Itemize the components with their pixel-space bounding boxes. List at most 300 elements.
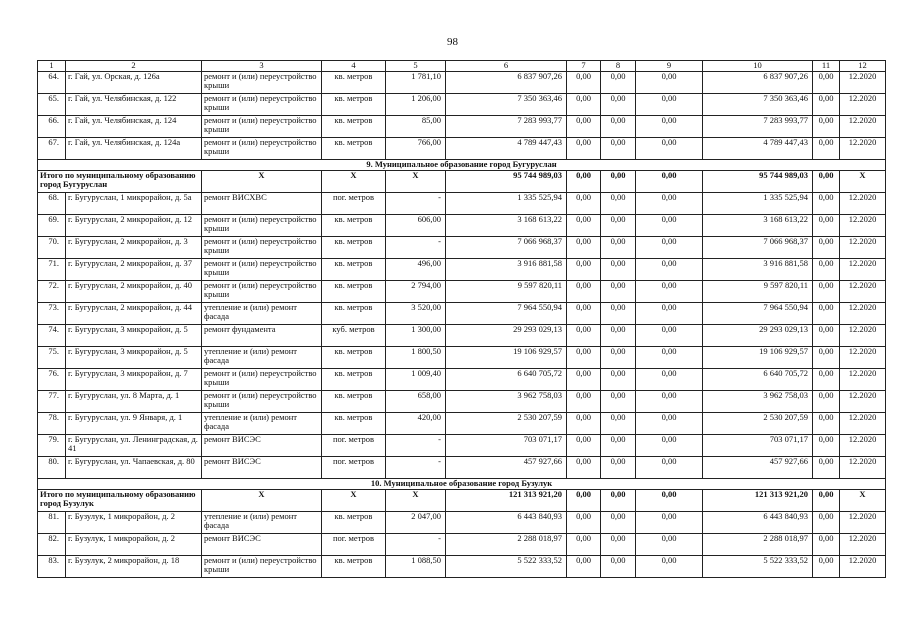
fund-cell: 0,00	[567, 72, 601, 94]
cost-total-cell: 457 927,66	[446, 457, 567, 479]
volume-cell: 2 794,00	[386, 281, 446, 303]
table-row	[38, 512, 886, 534]
work-type-cell: ремонт ВИСЭС	[202, 435, 322, 457]
local-budget-cell: 0,00	[636, 138, 703, 160]
column-number: 3	[202, 61, 322, 72]
owners-funds-cell: 6 837 907,26	[703, 72, 813, 94]
other-funds-cell: 0,00	[813, 215, 840, 237]
fund-cell: 0,00	[567, 116, 601, 138]
deadline-cell: 12.2020	[840, 391, 886, 413]
cost-total-cell: 19 106 929,57	[446, 347, 567, 369]
local-budget-cell: 0,00	[636, 116, 703, 138]
owners-funds-cell: 457 927,66	[703, 457, 813, 479]
other-funds-cell: 0,00	[813, 325, 840, 347]
total-cell: 121 313 921,20	[703, 490, 813, 512]
fund-cell: 0,00	[567, 259, 601, 281]
table-row	[38, 116, 886, 138]
local-budget-cell: 0,00	[636, 534, 703, 556]
budget-cell: 0,00	[601, 281, 636, 303]
total-cell: 0,00	[813, 490, 840, 512]
page-number: 98	[447, 36, 458, 48]
address-cell: г. Бугуруслан, 3 микрорайон, д. 5	[66, 325, 202, 347]
cost-total-cell: 6 837 907,26	[446, 72, 567, 94]
other-funds-cell: 0,00	[813, 534, 840, 556]
unit-cell: кв. метров	[322, 369, 386, 391]
column-number: 5	[386, 61, 446, 72]
owners-funds-cell: 7 066 968,37	[703, 237, 813, 259]
total-cell: 95 744 989,03	[446, 171, 567, 193]
address-cell: г. Бузулук, 2 микрорайон, д. 18	[66, 556, 202, 578]
work-type-cell: ремонт ВИСЭС	[202, 534, 322, 556]
address-cell: г. Бугуруслан, 3 микрорайон, д. 7	[66, 369, 202, 391]
row-number: 76.	[38, 369, 66, 391]
table-row	[38, 215, 886, 237]
work-type-cell: ремонт и (или) переустройство крыши	[202, 237, 322, 259]
column-number: 10	[703, 61, 813, 72]
volume-cell: 2 047,00	[386, 512, 446, 534]
table-row	[38, 138, 886, 160]
owners-funds-cell: 7 350 363,46	[703, 94, 813, 116]
unit-cell: кв. метров	[322, 138, 386, 160]
volume-cell: 1 781,10	[386, 72, 446, 94]
row-number: 67.	[38, 138, 66, 160]
deadline-cell: 12.2020	[840, 94, 886, 116]
owners-funds-cell: 7 283 993,77	[703, 116, 813, 138]
row-number: 81.	[38, 512, 66, 534]
fund-cell: 0,00	[567, 512, 601, 534]
address-cell: г. Бугуруслан, 2 микрорайон, д. 40	[66, 281, 202, 303]
address-cell: г. Гай, ул. Челябинская, д. 124	[66, 116, 202, 138]
owners-funds-cell: 5 522 333,52	[703, 556, 813, 578]
fund-cell: 0,00	[567, 303, 601, 325]
other-funds-cell: 0,00	[813, 193, 840, 215]
local-budget-cell: 0,00	[636, 369, 703, 391]
cost-total-cell: 4 789 447,43	[446, 138, 567, 160]
budget-cell: 0,00	[601, 347, 636, 369]
unit-cell: куб. метров	[322, 325, 386, 347]
local-budget-cell: 0,00	[636, 556, 703, 578]
cost-total-cell: 9 597 820,11	[446, 281, 567, 303]
volume-cell: 1 009,40	[386, 369, 446, 391]
row-number: 72.	[38, 281, 66, 303]
column-number-row	[38, 61, 886, 72]
budget-cell: 0,00	[601, 237, 636, 259]
deadline-cell: 12.2020	[840, 193, 886, 215]
work-type-cell: ремонт ВИСЭС	[202, 457, 322, 479]
unit-cell: кв. метров	[322, 347, 386, 369]
total-row	[38, 171, 886, 193]
address-cell: г. Бугуруслан, ул. Ленинградская, д. 41	[66, 435, 202, 457]
local-budget-cell: 0,00	[636, 512, 703, 534]
volume-cell: -	[386, 457, 446, 479]
work-type-cell: ремонт и (или) переустройство крыши	[202, 215, 322, 237]
volume-cell: 658,00	[386, 391, 446, 413]
unit-cell: кв. метров	[322, 259, 386, 281]
unit-cell: кв. метров	[322, 281, 386, 303]
row-number: 65.	[38, 94, 66, 116]
volume-cell: 766,00	[386, 138, 446, 160]
column-number: 6	[446, 61, 567, 72]
budget-cell: 0,00	[601, 534, 636, 556]
fund-cell: 0,00	[567, 435, 601, 457]
volume-cell: -	[386, 534, 446, 556]
local-budget-cell: 0,00	[636, 303, 703, 325]
work-type-cell: ремонт и (или) переустройство крыши	[202, 369, 322, 391]
deadline-cell: 12.2020	[840, 215, 886, 237]
unit-cell: кв. метров	[322, 237, 386, 259]
cost-total-cell: 5 522 333,52	[446, 556, 567, 578]
deadline-cell: 12.2020	[840, 512, 886, 534]
other-funds-cell: 0,00	[813, 259, 840, 281]
address-cell: г. Гай, ул. Орская, д. 126а	[66, 72, 202, 94]
unit-cell: кв. метров	[322, 215, 386, 237]
table-row	[38, 435, 886, 457]
local-budget-cell: 0,00	[636, 94, 703, 116]
fund-cell: 0,00	[567, 237, 601, 259]
address-cell: г. Бугуруслан, 3 микрорайон, д. 5	[66, 347, 202, 369]
owners-funds-cell: 9 597 820,11	[703, 281, 813, 303]
deadline-cell: 12.2020	[840, 138, 886, 160]
local-budget-cell: 0,00	[636, 413, 703, 435]
unit-cell: кв. метров	[322, 556, 386, 578]
other-funds-cell: 0,00	[813, 369, 840, 391]
fund-cell: 0,00	[567, 281, 601, 303]
section-title: 10. Муниципальное образование город Бузулук	[38, 479, 886, 490]
deadline-cell: 12.2020	[840, 325, 886, 347]
deadline-cell: 12.2020	[840, 435, 886, 457]
other-funds-cell: 0,00	[813, 435, 840, 457]
row-number: 77.	[38, 391, 66, 413]
total-cell: 0,00	[567, 490, 601, 512]
other-funds-cell: 0,00	[813, 347, 840, 369]
deadline-cell: 12.2020	[840, 347, 886, 369]
local-budget-cell: 0,00	[636, 259, 703, 281]
fund-cell: 0,00	[567, 94, 601, 116]
column-number: 1	[38, 61, 66, 72]
other-funds-cell: 0,00	[813, 512, 840, 534]
work-type-cell: утепление и (или) ремонт фасада	[202, 303, 322, 325]
total-cell: X	[202, 171, 322, 193]
work-type-cell: ремонт и (или) переустройство крыши	[202, 391, 322, 413]
cost-total-cell: 29 293 029,13	[446, 325, 567, 347]
fund-cell: 0,00	[567, 193, 601, 215]
total-cell: 0,00	[813, 171, 840, 193]
deadline-cell: 12.2020	[840, 556, 886, 578]
row-number: 80.	[38, 457, 66, 479]
total-cell: 121 313 921,20	[446, 490, 567, 512]
fund-cell: 0,00	[567, 138, 601, 160]
volume-cell: 85,00	[386, 116, 446, 138]
section-title: 9. Муниципальное образование город Бугуруслан	[38, 160, 886, 171]
address-cell: г. Бугуруслан, 2 микрорайон, д. 12	[66, 215, 202, 237]
fund-cell: 0,00	[567, 413, 601, 435]
cost-total-cell: 7 964 550,94	[446, 303, 567, 325]
deadline-cell: 12.2020	[840, 72, 886, 94]
address-cell: г. Бугуруслан, ул. 8 Марта, д. 1	[66, 391, 202, 413]
budget-cell: 0,00	[601, 193, 636, 215]
other-funds-cell: 0,00	[813, 138, 840, 160]
owners-funds-cell: 6 443 840,93	[703, 512, 813, 534]
total-cell: X	[840, 490, 886, 512]
other-funds-cell: 0,00	[813, 237, 840, 259]
table-row	[38, 325, 886, 347]
total-cell: 95 744 989,03	[703, 171, 813, 193]
owners-funds-cell: 3 916 881,58	[703, 259, 813, 281]
cost-total-cell: 7 283 993,77	[446, 116, 567, 138]
budget-cell: 0,00	[601, 72, 636, 94]
column-number: 4	[322, 61, 386, 72]
total-cell: X	[386, 171, 446, 193]
work-type-cell: ремонт и (или) переустройство крыши	[202, 72, 322, 94]
fund-cell: 0,00	[567, 215, 601, 237]
row-number: 73.	[38, 303, 66, 325]
local-budget-cell: 0,00	[636, 193, 703, 215]
total-cell: X	[322, 171, 386, 193]
column-number: 11	[813, 61, 840, 72]
total-cell: X	[322, 490, 386, 512]
row-number: 64.	[38, 72, 66, 94]
work-type-cell: ремонт фундамента	[202, 325, 322, 347]
address-cell: г. Бузулук, 1 микрорайон, д. 2	[66, 534, 202, 556]
budget-cell: 0,00	[601, 391, 636, 413]
work-type-cell: утепление и (или) ремонт фасада	[202, 347, 322, 369]
owners-funds-cell: 2 288 018,97	[703, 534, 813, 556]
total-cell: 0,00	[601, 171, 636, 193]
volume-cell: 1 206,00	[386, 94, 446, 116]
total-cell: 0,00	[636, 490, 703, 512]
local-budget-cell: 0,00	[636, 215, 703, 237]
table-row	[38, 237, 886, 259]
table-row	[38, 281, 886, 303]
other-funds-cell: 0,00	[813, 116, 840, 138]
total-cell: X	[386, 490, 446, 512]
other-funds-cell: 0,00	[813, 281, 840, 303]
unit-cell: кв. метров	[322, 116, 386, 138]
volume-cell: 1 088,50	[386, 556, 446, 578]
owners-funds-cell: 29 293 029,13	[703, 325, 813, 347]
owners-funds-cell: 4 789 447,43	[703, 138, 813, 160]
table-row	[38, 369, 886, 391]
row-number: 79.	[38, 435, 66, 457]
row-number: 70.	[38, 237, 66, 259]
section-header-row	[38, 479, 886, 490]
work-type-cell: ремонт и (или) переустройство крыши	[202, 556, 322, 578]
volume-cell: -	[386, 237, 446, 259]
row-number: 69.	[38, 215, 66, 237]
budget-cell: 0,00	[601, 215, 636, 237]
owners-funds-cell: 19 106 929,57	[703, 347, 813, 369]
unit-cell: кв. метров	[322, 391, 386, 413]
local-budget-cell: 0,00	[636, 391, 703, 413]
cost-total-cell: 2 530 207,59	[446, 413, 567, 435]
unit-cell: кв. метров	[322, 512, 386, 534]
budget-cell: 0,00	[601, 94, 636, 116]
work-type-cell: ремонт и (или) переустройство крыши	[202, 94, 322, 116]
owners-funds-cell: 2 530 207,59	[703, 413, 813, 435]
cost-total-cell: 1 335 525,94	[446, 193, 567, 215]
volume-cell: -	[386, 435, 446, 457]
row-number: 71.	[38, 259, 66, 281]
total-cell: X	[840, 171, 886, 193]
address-cell: г. Бугуруслан, 2 микрорайон, д. 3	[66, 237, 202, 259]
deadline-cell: 12.2020	[840, 413, 886, 435]
deadline-cell: 12.2020	[840, 369, 886, 391]
table-row	[38, 193, 886, 215]
cost-total-cell: 2 288 018,97	[446, 534, 567, 556]
unit-cell: кв. метров	[322, 303, 386, 325]
volume-cell: 496,00	[386, 259, 446, 281]
other-funds-cell: 0,00	[813, 457, 840, 479]
deadline-cell: 12.2020	[840, 281, 886, 303]
column-number: 9	[636, 61, 703, 72]
fund-cell: 0,00	[567, 556, 601, 578]
volume-cell: 606,00	[386, 215, 446, 237]
deadline-cell: 12.2020	[840, 116, 886, 138]
row-number: 74.	[38, 325, 66, 347]
table-row	[38, 457, 886, 479]
owners-funds-cell: 703 071,17	[703, 435, 813, 457]
address-cell: г. Бугуруслан, 2 микрорайон, д. 44	[66, 303, 202, 325]
address-cell: г. Бугуруслан, ул. Чапаевская, д. 80	[66, 457, 202, 479]
work-type-cell: утепление и (или) ремонт фасада	[202, 413, 322, 435]
budget-cell: 0,00	[601, 116, 636, 138]
total-cell: 0,00	[601, 490, 636, 512]
owners-funds-cell: 6 640 705,72	[703, 369, 813, 391]
column-number: 8	[601, 61, 636, 72]
total-label: Итого по муниципальному образованию город Бузулук	[38, 490, 202, 512]
budget-cell: 0,00	[601, 556, 636, 578]
cost-total-cell: 6 640 705,72	[446, 369, 567, 391]
volume-cell: 420,00	[386, 413, 446, 435]
address-cell: г. Бугуруслан, 1 микрорайон, д. 5а	[66, 193, 202, 215]
cost-total-cell: 7 350 363,46	[446, 94, 567, 116]
total-label: Итого по муниципальному образованию город Бугуруслан	[38, 171, 202, 193]
work-type-cell: ремонт и (или) переустройство крыши	[202, 116, 322, 138]
cost-total-cell: 6 443 840,93	[446, 512, 567, 534]
table-row	[38, 556, 886, 578]
owners-funds-cell: 3 962 758,03	[703, 391, 813, 413]
table-body	[38, 61, 886, 578]
budget-cell: 0,00	[601, 369, 636, 391]
column-number: 12	[840, 61, 886, 72]
row-number: 78.	[38, 413, 66, 435]
unit-cell: кв. метров	[322, 413, 386, 435]
volume-cell: 3 520,00	[386, 303, 446, 325]
work-type-cell: утепление и (или) ремонт фасада	[202, 512, 322, 534]
deadline-cell: 12.2020	[840, 237, 886, 259]
local-budget-cell: 0,00	[636, 435, 703, 457]
fund-cell: 0,00	[567, 369, 601, 391]
other-funds-cell: 0,00	[813, 391, 840, 413]
cost-total-cell: 3 962 758,03	[446, 391, 567, 413]
address-cell: г. Бугуруслан, ул. 9 Января, д. 1	[66, 413, 202, 435]
deadline-cell: 12.2020	[840, 457, 886, 479]
work-type-cell: ремонт и (или) переустройство крыши	[202, 138, 322, 160]
local-budget-cell: 0,00	[636, 325, 703, 347]
unit-cell: пог. метров	[322, 435, 386, 457]
unit-cell: кв. метров	[322, 72, 386, 94]
budget-cell: 0,00	[601, 413, 636, 435]
fund-cell: 0,00	[567, 325, 601, 347]
table-row	[38, 534, 886, 556]
fund-cell: 0,00	[567, 391, 601, 413]
unit-cell: кв. метров	[322, 94, 386, 116]
row-number: 66.	[38, 116, 66, 138]
other-funds-cell: 0,00	[813, 94, 840, 116]
row-number: 82.	[38, 534, 66, 556]
total-cell: 0,00	[636, 171, 703, 193]
table-row	[38, 259, 886, 281]
work-type-cell: ремонт и (или) переустройство крыши	[202, 259, 322, 281]
local-budget-cell: 0,00	[636, 457, 703, 479]
address-cell: г. Бугуруслан, 2 микрорайон, д. 37	[66, 259, 202, 281]
table-row	[38, 413, 886, 435]
deadline-cell: 12.2020	[840, 259, 886, 281]
fund-cell: 0,00	[567, 534, 601, 556]
local-budget-cell: 0,00	[636, 237, 703, 259]
column-number: 7	[567, 61, 601, 72]
budget-cell: 0,00	[601, 435, 636, 457]
volume-cell: 1 800,50	[386, 347, 446, 369]
address-cell: г. Гай, ул. Челябинская, д. 124а	[66, 138, 202, 160]
cost-total-cell: 3 916 881,58	[446, 259, 567, 281]
fund-cell: 0,00	[567, 457, 601, 479]
budget-cell: 0,00	[601, 138, 636, 160]
other-funds-cell: 0,00	[813, 303, 840, 325]
fund-cell: 0,00	[567, 347, 601, 369]
table-row	[38, 94, 886, 116]
budget-cell: 0,00	[601, 303, 636, 325]
work-type-cell: ремонт и (или) переустройство крыши	[202, 281, 322, 303]
work-plan-table	[37, 60, 886, 578]
unit-cell: пог. метров	[322, 193, 386, 215]
table-row	[38, 391, 886, 413]
local-budget-cell: 0,00	[636, 347, 703, 369]
row-number: 75.	[38, 347, 66, 369]
address-cell: г. Гай, ул. Челябинская, д. 122	[66, 94, 202, 116]
deadline-cell: 12.2020	[840, 534, 886, 556]
other-funds-cell: 0,00	[813, 413, 840, 435]
table-row	[38, 303, 886, 325]
owners-funds-cell: 3 168 613,22	[703, 215, 813, 237]
owners-funds-cell: 1 335 525,94	[703, 193, 813, 215]
table-row	[38, 72, 886, 94]
address-cell: г. Бузулук, 1 микрорайон, д. 2	[66, 512, 202, 534]
local-budget-cell: 0,00	[636, 281, 703, 303]
deadline-cell: 12.2020	[840, 303, 886, 325]
table-row	[38, 347, 886, 369]
column-number: 2	[66, 61, 202, 72]
budget-cell: 0,00	[601, 457, 636, 479]
total-cell: X	[202, 490, 322, 512]
owners-funds-cell: 7 964 550,94	[703, 303, 813, 325]
section-header-row	[38, 160, 886, 171]
unit-cell: пог. метров	[322, 457, 386, 479]
cost-total-cell: 3 168 613,22	[446, 215, 567, 237]
cost-total-cell: 703 071,17	[446, 435, 567, 457]
other-funds-cell: 0,00	[813, 556, 840, 578]
budget-cell: 0,00	[601, 325, 636, 347]
row-number: 83.	[38, 556, 66, 578]
total-cell: 0,00	[567, 171, 601, 193]
unit-cell: пог. метров	[322, 534, 386, 556]
local-budget-cell: 0,00	[636, 72, 703, 94]
budget-cell: 0,00	[601, 512, 636, 534]
work-type-cell: ремонт ВИСХВС	[202, 193, 322, 215]
row-number: 68.	[38, 193, 66, 215]
other-funds-cell: 0,00	[813, 72, 840, 94]
volume-cell: 1 300,00	[386, 325, 446, 347]
